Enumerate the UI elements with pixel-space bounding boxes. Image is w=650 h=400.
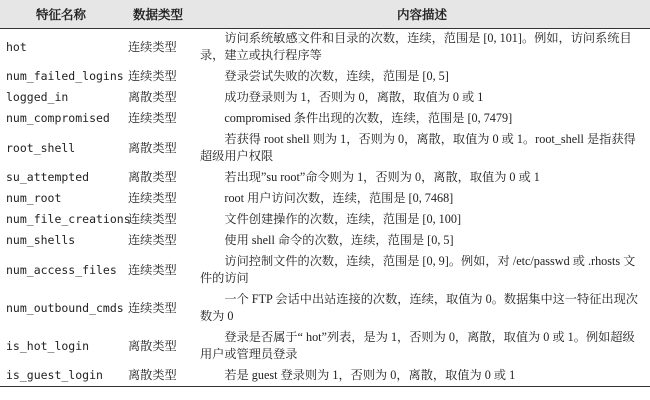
table-row bbox=[0, 327, 650, 365]
data-type-cell: 离散类型 bbox=[128, 170, 177, 184]
table-row bbox=[0, 188, 650, 209]
data-type-cell: 连续类型 bbox=[128, 300, 177, 315]
table-row bbox=[0, 230, 650, 251]
description-cell: 成功登录则为 1，否则为 0，离散，取值为 0 或 1 bbox=[224, 90, 484, 104]
description-cell: 若是 guest 登录则为 1，否则为 0，离散，取值为 0 或 1 bbox=[194, 365, 650, 386]
table-row bbox=[0, 108, 650, 129]
feature-name-cell: is_hot_login bbox=[6, 338, 90, 353]
description-cell: 文件创建操作的次数，连续，范围是 [0, 100] bbox=[224, 212, 462, 226]
table-row bbox=[0, 28, 650, 66]
feature-name-cell: logged_in bbox=[6, 90, 69, 104]
feature-name-cell: num_failed_logins bbox=[6, 69, 124, 83]
table-row bbox=[0, 66, 650, 87]
data-type-cell: 离散类型 bbox=[128, 90, 177, 104]
data-type-cell: 连续类型 bbox=[128, 69, 177, 83]
feature-name-cell: num_access_files bbox=[6, 262, 117, 277]
data-type-cell: 连续类型 bbox=[128, 111, 177, 125]
data-type-cell: 连续类型 bbox=[128, 39, 177, 54]
description-cell: 访问系统敏感文件和目录的次数，连续，范围是 [0, 101]。例如，访问系统目录，建立或执行程序等 bbox=[200, 31, 632, 63]
table-row bbox=[0, 251, 650, 289]
table-row bbox=[0, 289, 650, 327]
feature-name-cell: root_shell bbox=[6, 140, 76, 155]
feature-name-cell: num_root bbox=[6, 191, 62, 205]
description-cell: root 用户访问次数，连续，范围是 [0, 7468] bbox=[224, 191, 454, 205]
feature-name-cell: is_guest_login bbox=[0, 365, 122, 386]
feature-name-cell: num_shells bbox=[6, 233, 76, 247]
description-cell: 使用 shell 命令的次数，连续，范围是 [0, 5] bbox=[224, 233, 454, 247]
data-type-cell: 离散类型 bbox=[128, 140, 177, 155]
feature-name-cell: hot bbox=[6, 39, 27, 54]
data-type-cell: 离散类型 bbox=[122, 365, 194, 386]
description-cell: 一个 FTP 会话中出站连接的次数，连续，取值为 0。数据集中这一特征出现次数为 0 bbox=[200, 292, 638, 323]
description-cell: compromised 条件出现的次数，连续，范围是 [0, 7479] bbox=[224, 111, 513, 125]
table-row bbox=[0, 129, 650, 167]
description-cell: 登录是否属于“ hot”列表，是为 1，否则为 0，离散，取值为 0 或 1。例如超级用户或管理员登录 bbox=[200, 330, 635, 361]
feature-name-cell: num_file_creations bbox=[6, 212, 131, 226]
table-row bbox=[0, 87, 650, 108]
table-body bbox=[0, 28, 650, 386]
header-data-type: 数据类型 bbox=[122, 0, 194, 28]
table-row bbox=[0, 365, 650, 386]
description-cell: 访问控制文件的次数，连续，范围是 [0, 9]。例如，对 /etc/passwd 或 .rhosts 文件的访问 bbox=[200, 254, 636, 285]
table-header bbox=[0, 0, 650, 28]
header-feature-name: 特征名称 bbox=[0, 0, 122, 28]
data-type-cell: 连续类型 bbox=[128, 191, 177, 205]
description-cell: 登录尝试失败的次数，连续，范围是 [0, 5] bbox=[224, 69, 449, 83]
header-description: 内容描述 bbox=[194, 0, 650, 28]
feature-name-cell: num_outbound_cmds bbox=[6, 300, 124, 315]
data-type-cell: 连续类型 bbox=[128, 262, 177, 277]
data-type-cell: 连续类型 bbox=[128, 212, 177, 226]
description-cell: 若获得 root shell 则为 1，否则为 0，离散，取值为 0 或 1。root_shell 是指获得超级用户权限 bbox=[200, 132, 636, 163]
data-type-cell: 连续类型 bbox=[128, 233, 177, 247]
feature-name-cell: num_compromised bbox=[6, 111, 110, 125]
description-cell: 若出现”su root”命令则为 1，否则为 0，离散，取值为 0 或 1 bbox=[224, 170, 540, 184]
data-type-cell: 离散类型 bbox=[128, 338, 177, 353]
table-row bbox=[0, 209, 650, 230]
feature-name-cell: su_attempted bbox=[6, 170, 90, 184]
header-row bbox=[0, 0, 650, 28]
table-row bbox=[0, 167, 650, 188]
